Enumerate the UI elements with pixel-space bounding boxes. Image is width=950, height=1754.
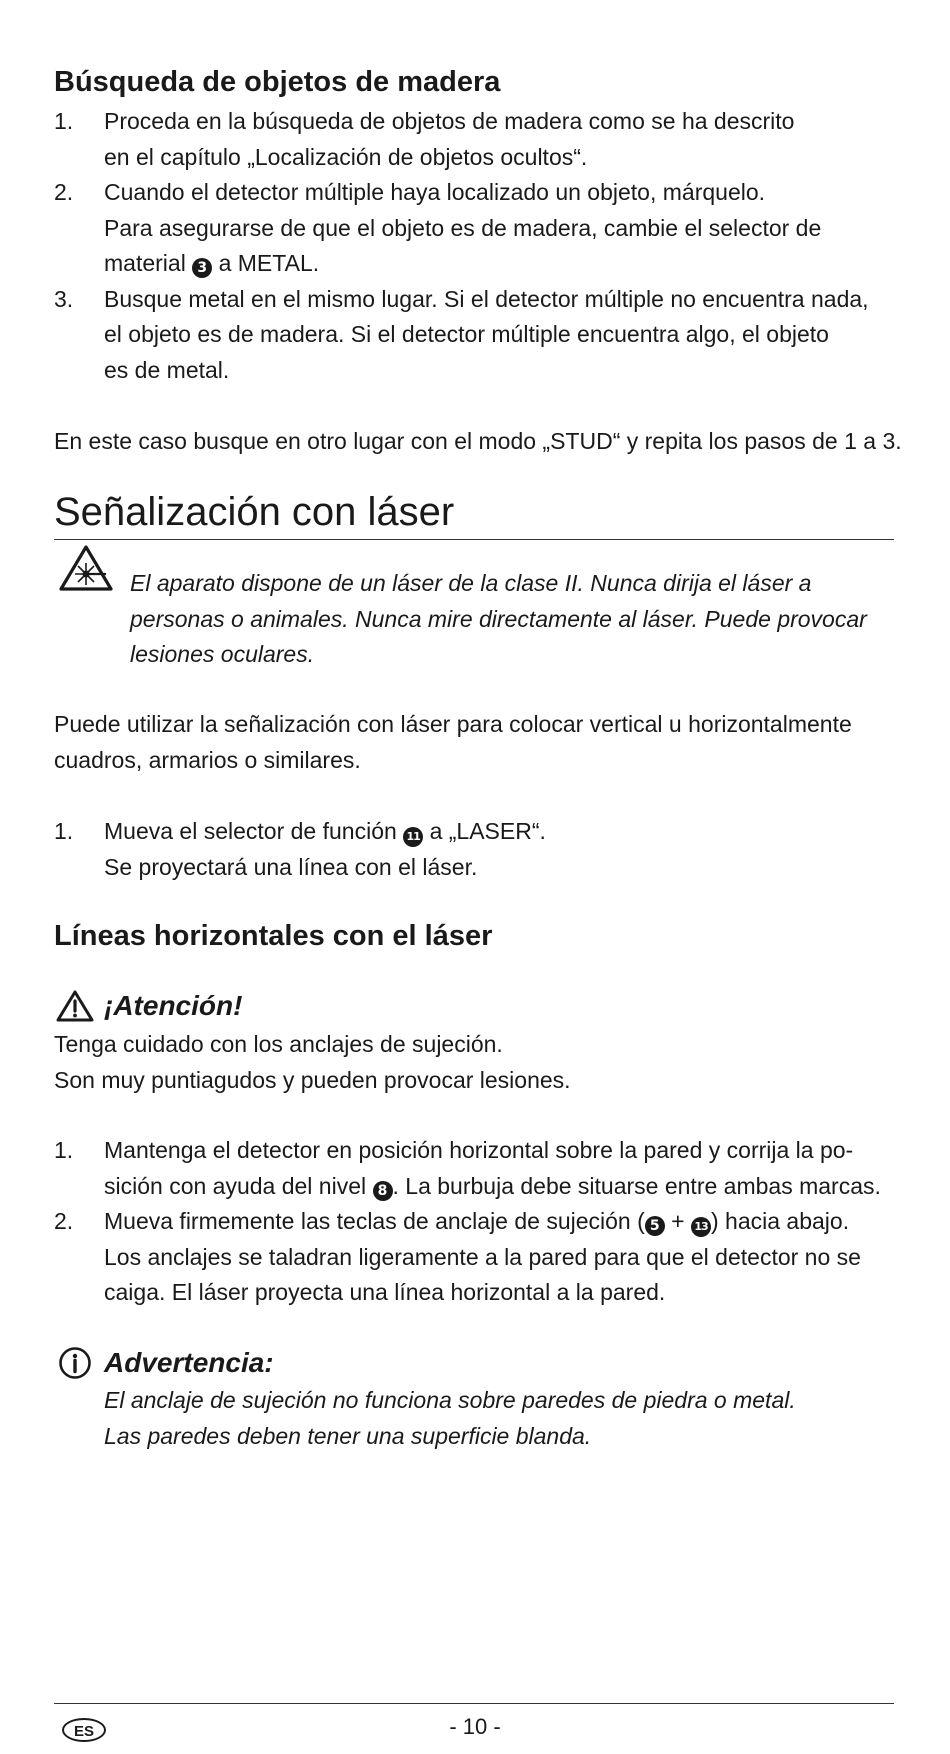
step-number: 1.	[54, 818, 74, 844]
list-item	[54, 175, 914, 282]
step-number: 2.	[54, 1208, 74, 1234]
marker-level: 8	[373, 1181, 393, 1201]
list-item	[54, 104, 914, 175]
attention-line: Son muy puntiagudos y pueden provocar lesiones.	[54, 1066, 571, 1093]
step-text-line: caiga. El láser proyecta una línea horizontal a la pared.	[104, 1279, 666, 1305]
note-title: Advertencia:	[104, 1347, 274, 1378]
laser-warning-icon	[58, 544, 114, 592]
marker-material-selector: 3	[192, 258, 212, 278]
horizontal-steps-list	[54, 1133, 934, 1311]
step-number: 3.	[54, 285, 74, 312]
heading-wood-search: Búsqueda de objetos de madera	[54, 66, 501, 98]
language-badge: ES	[62, 1718, 106, 1742]
note-line: Las paredes deben tener una superficie blanda.	[104, 1422, 592, 1449]
heading-laser: Señalización con láser	[54, 490, 455, 534]
step-number: 1.	[54, 1137, 74, 1163]
step-text-line: Los anclajes se taladran ligeramente a la pared para que el detector no se	[104, 1243, 861, 1270]
warning-line: personas o animales. Nunca mire directamente al láser. Puede provocar	[130, 605, 867, 632]
step-text-line	[104, 1204, 934, 1240]
step-text: material	[104, 250, 186, 276]
step-text-line	[104, 1169, 934, 1205]
note-line: El anclaje de sujeción no funciona sobre paredes de piedra o metal.	[104, 1387, 796, 1413]
attention-text	[54, 1027, 571, 1098]
step-number: 2.	[54, 179, 74, 205]
step-text-line: Para asegurarse de que el objeto es de madera, cambie el selector de	[104, 214, 822, 241]
step-text: Mueva firmemente las teclas de anclaje de sujeción (	[104, 1208, 645, 1234]
step-text-line: Se proyectará una línea con el láser.	[104, 853, 478, 880]
intro-line: cuadros, armarios o similares.	[54, 746, 361, 773]
info-icon	[58, 1346, 92, 1380]
marker-anchor-key-b: 13	[691, 1217, 711, 1237]
step-text: ) hacia abajo.	[711, 1208, 850, 1234]
step-text: Mueva el selector de función	[104, 818, 397, 844]
laser-warning-text	[130, 566, 867, 673]
note-text	[104, 1383, 796, 1454]
wood-note: En este caso busque en otro lugar con el modo „STUD“ y repita los pasos de 1 a 3.	[54, 428, 902, 454]
step-text-line: en el capítulo „Localización de objetos ocultos“.	[104, 143, 588, 170]
marker-anchor-key-a: 5	[645, 1216, 665, 1236]
step-text-line: Mantenga el detector en posición horizontal sobre la pared y corrija la po-	[104, 1137, 854, 1163]
attention-title: ¡Atención!	[104, 990, 243, 1021]
step-text: . La burbuja debe situarse entre ambas marcas.	[392, 1172, 881, 1199]
step-text: +	[664, 1208, 691, 1234]
step-text-line: Busque metal en el mismo lugar. Si el detector múltiple no encuentra nada,	[104, 285, 869, 312]
step-text-line	[104, 814, 914, 850]
footer-rule	[54, 1703, 894, 1704]
step-text: a „LASER“.	[429, 818, 546, 844]
attention-line: Tenga cuidado con los anclajes de sujeción.	[54, 1031, 503, 1057]
step-text-line: es de metal.	[104, 356, 230, 383]
intro-line: Puede utilizar la señalización con láser para colocar vertical u horizontalmente	[54, 711, 852, 737]
step-text-line: Proceda en la búsqueda de objetos de madera como se ha descrito	[104, 108, 795, 134]
step-text-line: el objeto es de madera. Si el detector múltiple encuentra algo, el objeto	[104, 321, 829, 347]
list-item	[54, 1204, 934, 1311]
laser-steps-list	[54, 814, 914, 885]
warning-line: El aparato dispone de un láser de la clase II. Nunca dirija el láser a	[130, 570, 812, 596]
step-text: sición con ayuda del nivel	[104, 1172, 367, 1199]
list-item	[54, 282, 914, 389]
heading-underline	[54, 539, 894, 540]
marker-function-selector: 11	[403, 827, 423, 847]
step-text-line: Cuando el detector múltiple haya localizado un objeto, márquelo.	[104, 179, 766, 205]
page-number: - 10 -	[449, 1714, 501, 1739]
list-item	[54, 1133, 934, 1204]
step-number: 1.	[54, 108, 74, 134]
heading-horizontal-lines: Líneas horizontales con el láser	[54, 920, 493, 952]
list-item	[54, 814, 914, 885]
warning-line: lesiones oculares.	[130, 641, 315, 667]
wood-steps-list	[54, 104, 914, 388]
step-text: a METAL.	[218, 250, 320, 276]
laser-intro	[54, 707, 852, 778]
step-text-line	[104, 246, 914, 282]
attention-warning-icon	[56, 990, 94, 1022]
